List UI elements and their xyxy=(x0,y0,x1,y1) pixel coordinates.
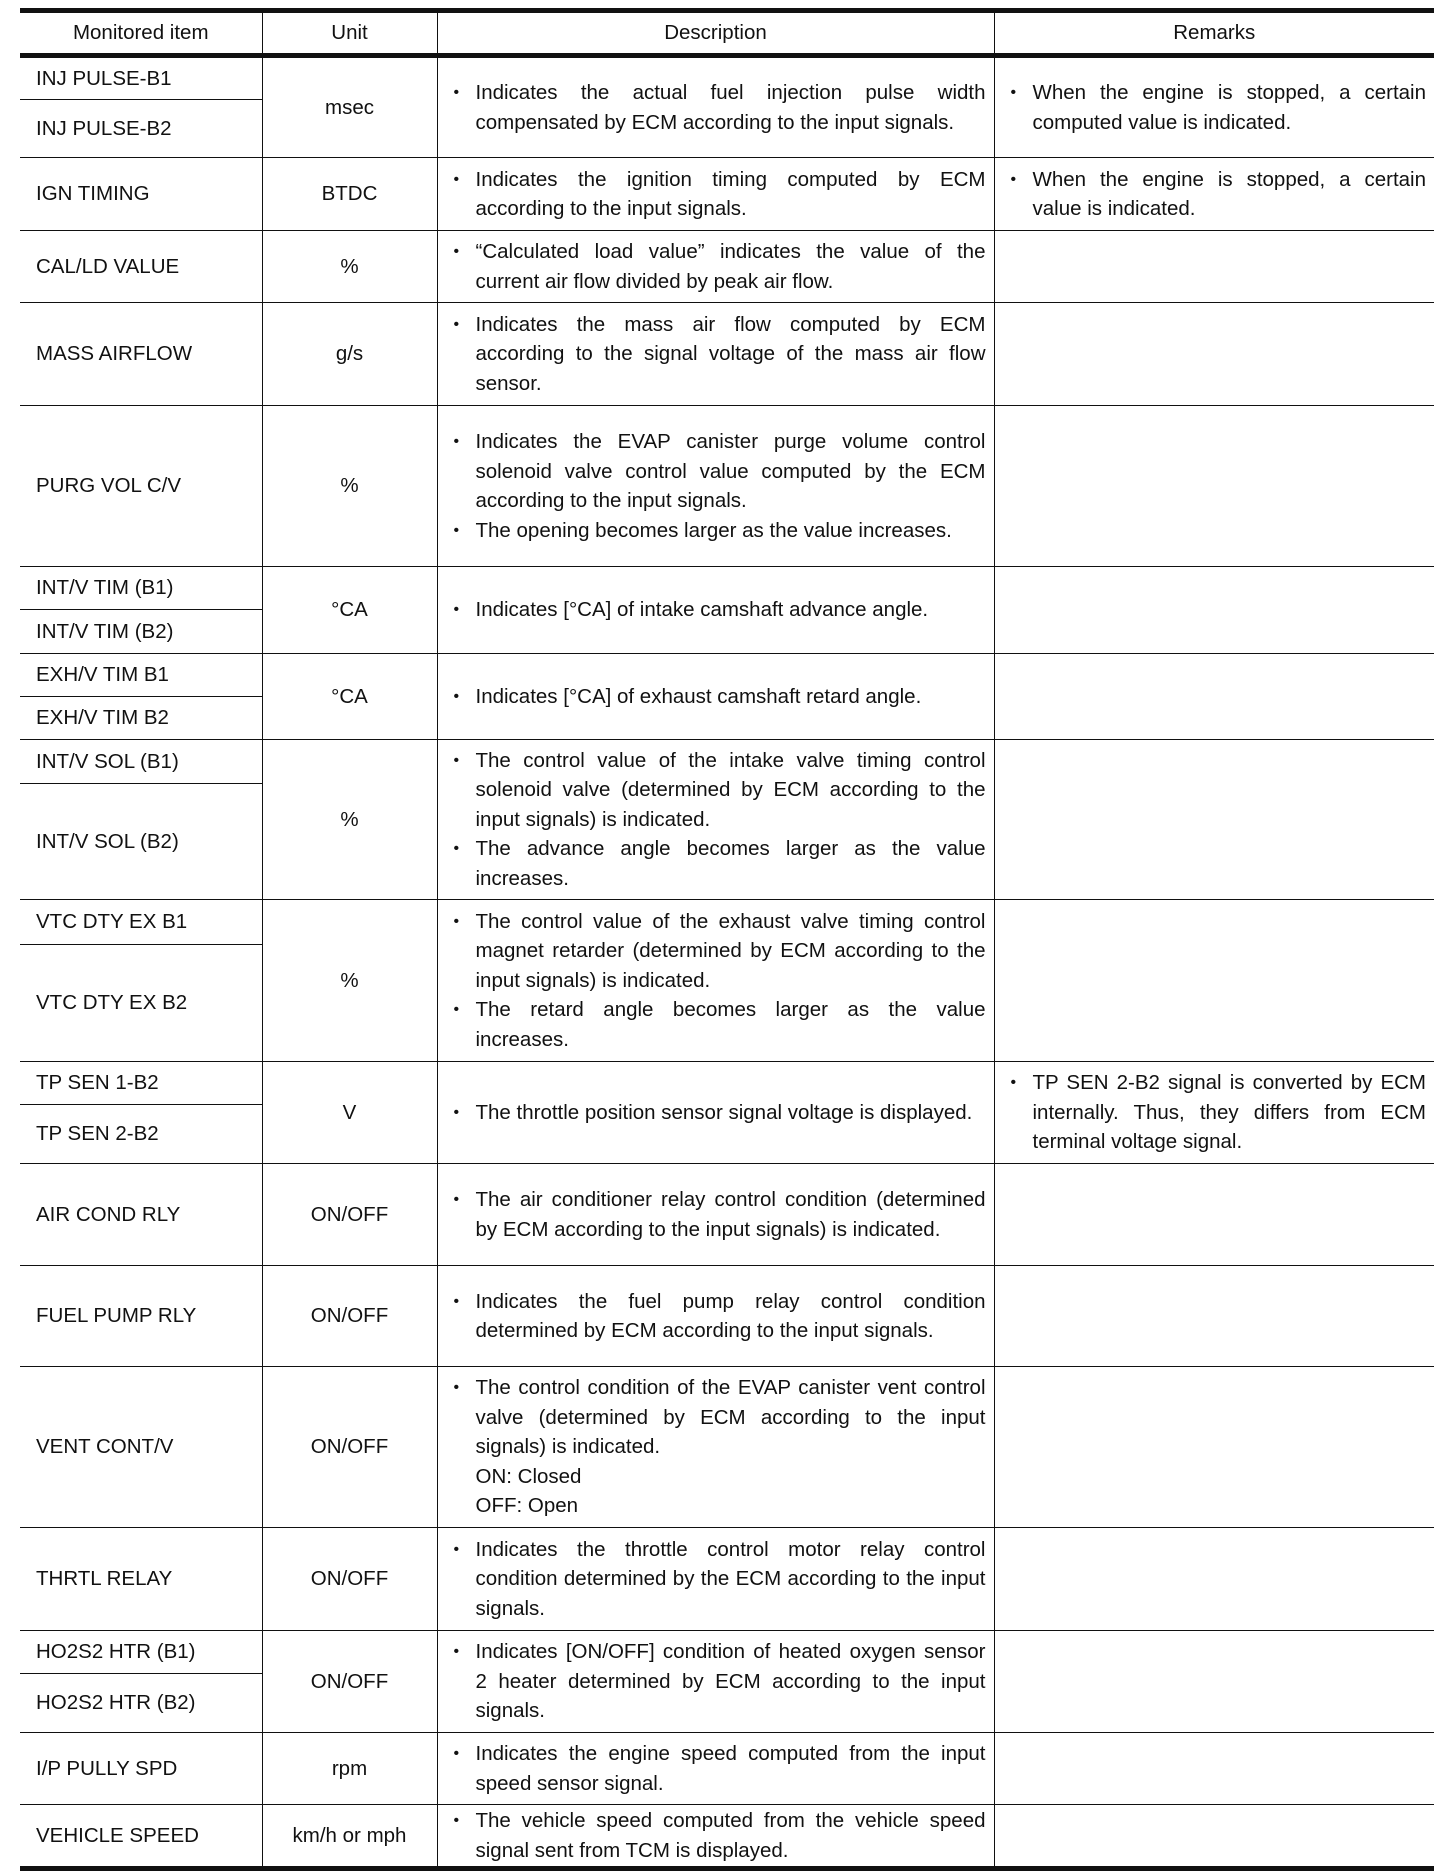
description-bullet: • The control value of the exhaust valve timing control magnet retarder (determined by ECM according to the input signals) is indicated. xyxy=(454,907,986,996)
monitor-items-table xyxy=(20,8,1434,1871)
remarks-bullet: • When the engine is stopped, a certain computed value is indicated. xyxy=(1011,78,1427,137)
monitored-item: TP SEN 1-B2 xyxy=(20,1062,262,1105)
description-bullet: • Indicates the actual fuel injection pulse width compensated by ECM according to the input signals. xyxy=(454,78,986,137)
unit-cell: % xyxy=(262,231,437,303)
remarks-cell xyxy=(994,1631,1434,1733)
monitored-item: VTC DTY EX B1 xyxy=(20,900,262,945)
description-cell xyxy=(437,1528,994,1631)
table-row xyxy=(20,1062,1434,1105)
description-bullet: • Indicates [ON/OFF] condition of heated oxygen sensor 2 heater determined by ECM according to the input signals. xyxy=(454,1637,986,1726)
unit-cell: ON/OFF xyxy=(262,1266,437,1367)
description-bullet: • The retard angle becomes larger as the value increases. xyxy=(454,995,986,1054)
monitored-item: EXH/V TIM B1 xyxy=(20,654,262,697)
monitored-item: VEHICLE SPEED xyxy=(20,1805,262,1869)
table-row xyxy=(20,654,1434,697)
remarks-bullet: • When the engine is stopped, a certain value is indicated. xyxy=(1011,165,1427,224)
description-cell xyxy=(437,1805,994,1869)
table-row xyxy=(20,56,1434,100)
unit-cell: % xyxy=(262,406,437,567)
description-bullet: • Indicates the fuel pump relay control condition determined by ECM according to the input signals. xyxy=(454,1287,986,1346)
monitored-item: INT/V SOL (B1) xyxy=(20,740,262,784)
monitored-item: I/P PULLY SPD xyxy=(20,1733,262,1805)
table-row xyxy=(20,1164,1434,1266)
unit-cell: V xyxy=(262,1062,437,1164)
monitored-item: VTC DTY EX B2 xyxy=(20,945,262,1062)
description-cell xyxy=(437,158,994,231)
remarks-cell xyxy=(994,1367,1434,1528)
unit-cell: ON/OFF xyxy=(262,1164,437,1266)
table-row xyxy=(20,303,1434,406)
table-row xyxy=(20,740,1434,784)
unit-cell: ON/OFF xyxy=(262,1367,437,1528)
table-body xyxy=(20,56,1434,1869)
table-header-row xyxy=(20,11,1434,56)
description-cell xyxy=(437,567,994,654)
header-unit: Unit xyxy=(262,11,437,56)
monitored-item: EXH/V TIM B2 xyxy=(20,697,262,740)
table-row xyxy=(20,567,1434,610)
remarks-cell xyxy=(994,231,1434,303)
description-bullet: • The air conditioner relay control condition (determined by ECM according to the input signals) is indicated. xyxy=(454,1185,986,1244)
description-cell xyxy=(437,1062,994,1164)
description-bullet: • Indicates the ignition timing computed by ECM according to the input signals. xyxy=(454,165,986,224)
description-cell xyxy=(437,303,994,406)
monitored-item: CAL/LD VALUE xyxy=(20,231,262,303)
description-cell xyxy=(437,406,994,567)
header-remarks: Remarks xyxy=(994,11,1434,56)
description-cell xyxy=(437,740,994,900)
description-cell xyxy=(437,1631,994,1733)
remarks-cell xyxy=(994,900,1434,1062)
monitored-item: VENT CONT/V xyxy=(20,1367,262,1528)
unit-cell: BTDC xyxy=(262,158,437,231)
description-bullet: • The control condition of the EVAP canister vent control valve (determined by ECM according to the input signals) is indicated. xyxy=(454,1373,986,1462)
remarks-cell xyxy=(994,1266,1434,1367)
header-description: Description xyxy=(437,11,994,56)
description-bullet: • Indicates the engine speed computed from the input speed sensor signal. xyxy=(454,1739,986,1798)
remarks-bullet: • TP SEN 2-B2 signal is converted by ECM internally. Thus, they differs from ECM terminal voltage signal. xyxy=(1011,1068,1427,1157)
remarks-cell xyxy=(994,1805,1434,1869)
description-bullet: • The advance angle becomes larger as the value increases. xyxy=(454,834,986,893)
description-cell xyxy=(437,654,994,740)
unit-cell: % xyxy=(262,740,437,900)
description-cell xyxy=(437,231,994,303)
description-cell xyxy=(437,56,994,158)
remarks-cell xyxy=(994,1062,1434,1164)
monitored-item: IGN TIMING xyxy=(20,158,262,231)
monitored-item: AIR COND RLY xyxy=(20,1164,262,1266)
monitored-item: INT/V SOL (B2) xyxy=(20,784,262,900)
remarks-cell xyxy=(994,158,1434,231)
description-cell xyxy=(437,1367,994,1528)
description-cell xyxy=(437,900,994,1062)
monitored-item: MASS AIRFLOW xyxy=(20,303,262,406)
unit-cell: msec xyxy=(262,56,437,158)
unit-cell: °CA xyxy=(262,567,437,654)
remarks-cell xyxy=(994,56,1434,158)
monitored-item: TP SEN 2-B2 xyxy=(20,1105,262,1164)
description-cell xyxy=(437,1733,994,1805)
remarks-cell xyxy=(994,1733,1434,1805)
description-bullet: • Indicates the mass air flow computed by ECM according to the signal voltage of the mass air flow sensor. xyxy=(454,310,986,399)
monitored-item: INJ PULSE-B1 xyxy=(20,56,262,100)
description-bullet: • “Calculated load value” indicates the value of the current air flow divided by peak air flow. xyxy=(454,237,986,296)
monitored-item: HO2S2 HTR (B2) xyxy=(20,1674,262,1733)
remarks-cell xyxy=(994,1164,1434,1266)
table-row xyxy=(20,1367,1434,1528)
remarks-cell xyxy=(994,567,1434,654)
table-row xyxy=(20,1805,1434,1869)
monitored-item: PURG VOL C/V xyxy=(20,406,262,567)
monitored-item: INT/V TIM (B1) xyxy=(20,567,262,610)
remarks-cell xyxy=(994,740,1434,900)
monitored-item: INT/V TIM (B2) xyxy=(20,610,262,654)
table-row xyxy=(20,1631,1434,1674)
unit-cell: g/s xyxy=(262,303,437,406)
table-row xyxy=(20,231,1434,303)
unit-cell: ON/OFF xyxy=(262,1528,437,1631)
table-row xyxy=(20,900,1434,945)
monitored-item: THRTL RELAY xyxy=(20,1528,262,1631)
monitored-item: INJ PULSE-B2 xyxy=(20,100,262,158)
table-row xyxy=(20,406,1434,567)
description-bullet: • The control value of the intake valve timing control solenoid valve (determined by ECM according to the input signals) is indicated. xyxy=(454,746,986,835)
remarks-cell xyxy=(994,406,1434,567)
unit-cell: km/h or mph xyxy=(262,1805,437,1869)
description-bullet: • The vehicle speed computed from the vehicle speed signal sent from TCM is displayed. xyxy=(454,1806,986,1865)
unit-cell: ON/OFF xyxy=(262,1631,437,1733)
description-cell xyxy=(437,1164,994,1266)
description-bullet: • Indicates [°CA] of exhaust camshaft retard angle. xyxy=(454,682,986,712)
description-note: ON: Closed xyxy=(475,1464,582,1488)
description-note: OFF: Open xyxy=(475,1494,579,1518)
remarks-cell xyxy=(994,654,1434,740)
table-row xyxy=(20,1266,1434,1367)
description-bullet: • The opening becomes larger as the value increases. xyxy=(454,516,986,546)
header-monitored-item: Monitored item xyxy=(20,11,262,56)
monitored-item: FUEL PUMP RLY xyxy=(20,1266,262,1367)
description-bullet: • The throttle position sensor signal voltage is displayed. xyxy=(454,1098,986,1128)
unit-cell: rpm xyxy=(262,1733,437,1805)
description-bullet: • Indicates [°CA] of intake camshaft advance angle. xyxy=(454,595,986,625)
table-row xyxy=(20,158,1434,231)
unit-cell: °CA xyxy=(262,654,437,740)
remarks-cell xyxy=(994,1528,1434,1631)
description-bullet: • Indicates the throttle control motor relay control condition determined by the ECM according to the input signals. xyxy=(454,1535,986,1624)
table-row xyxy=(20,1733,1434,1805)
remarks-cell xyxy=(994,303,1434,406)
description-cell xyxy=(437,1266,994,1367)
monitored-item: HO2S2 HTR (B1) xyxy=(20,1631,262,1674)
description-bullet: • Indicates the EVAP canister purge volume control solenoid valve control value computed by the ECM according to the input signals. xyxy=(454,427,986,516)
unit-cell: % xyxy=(262,900,437,1062)
table-row xyxy=(20,1528,1434,1631)
